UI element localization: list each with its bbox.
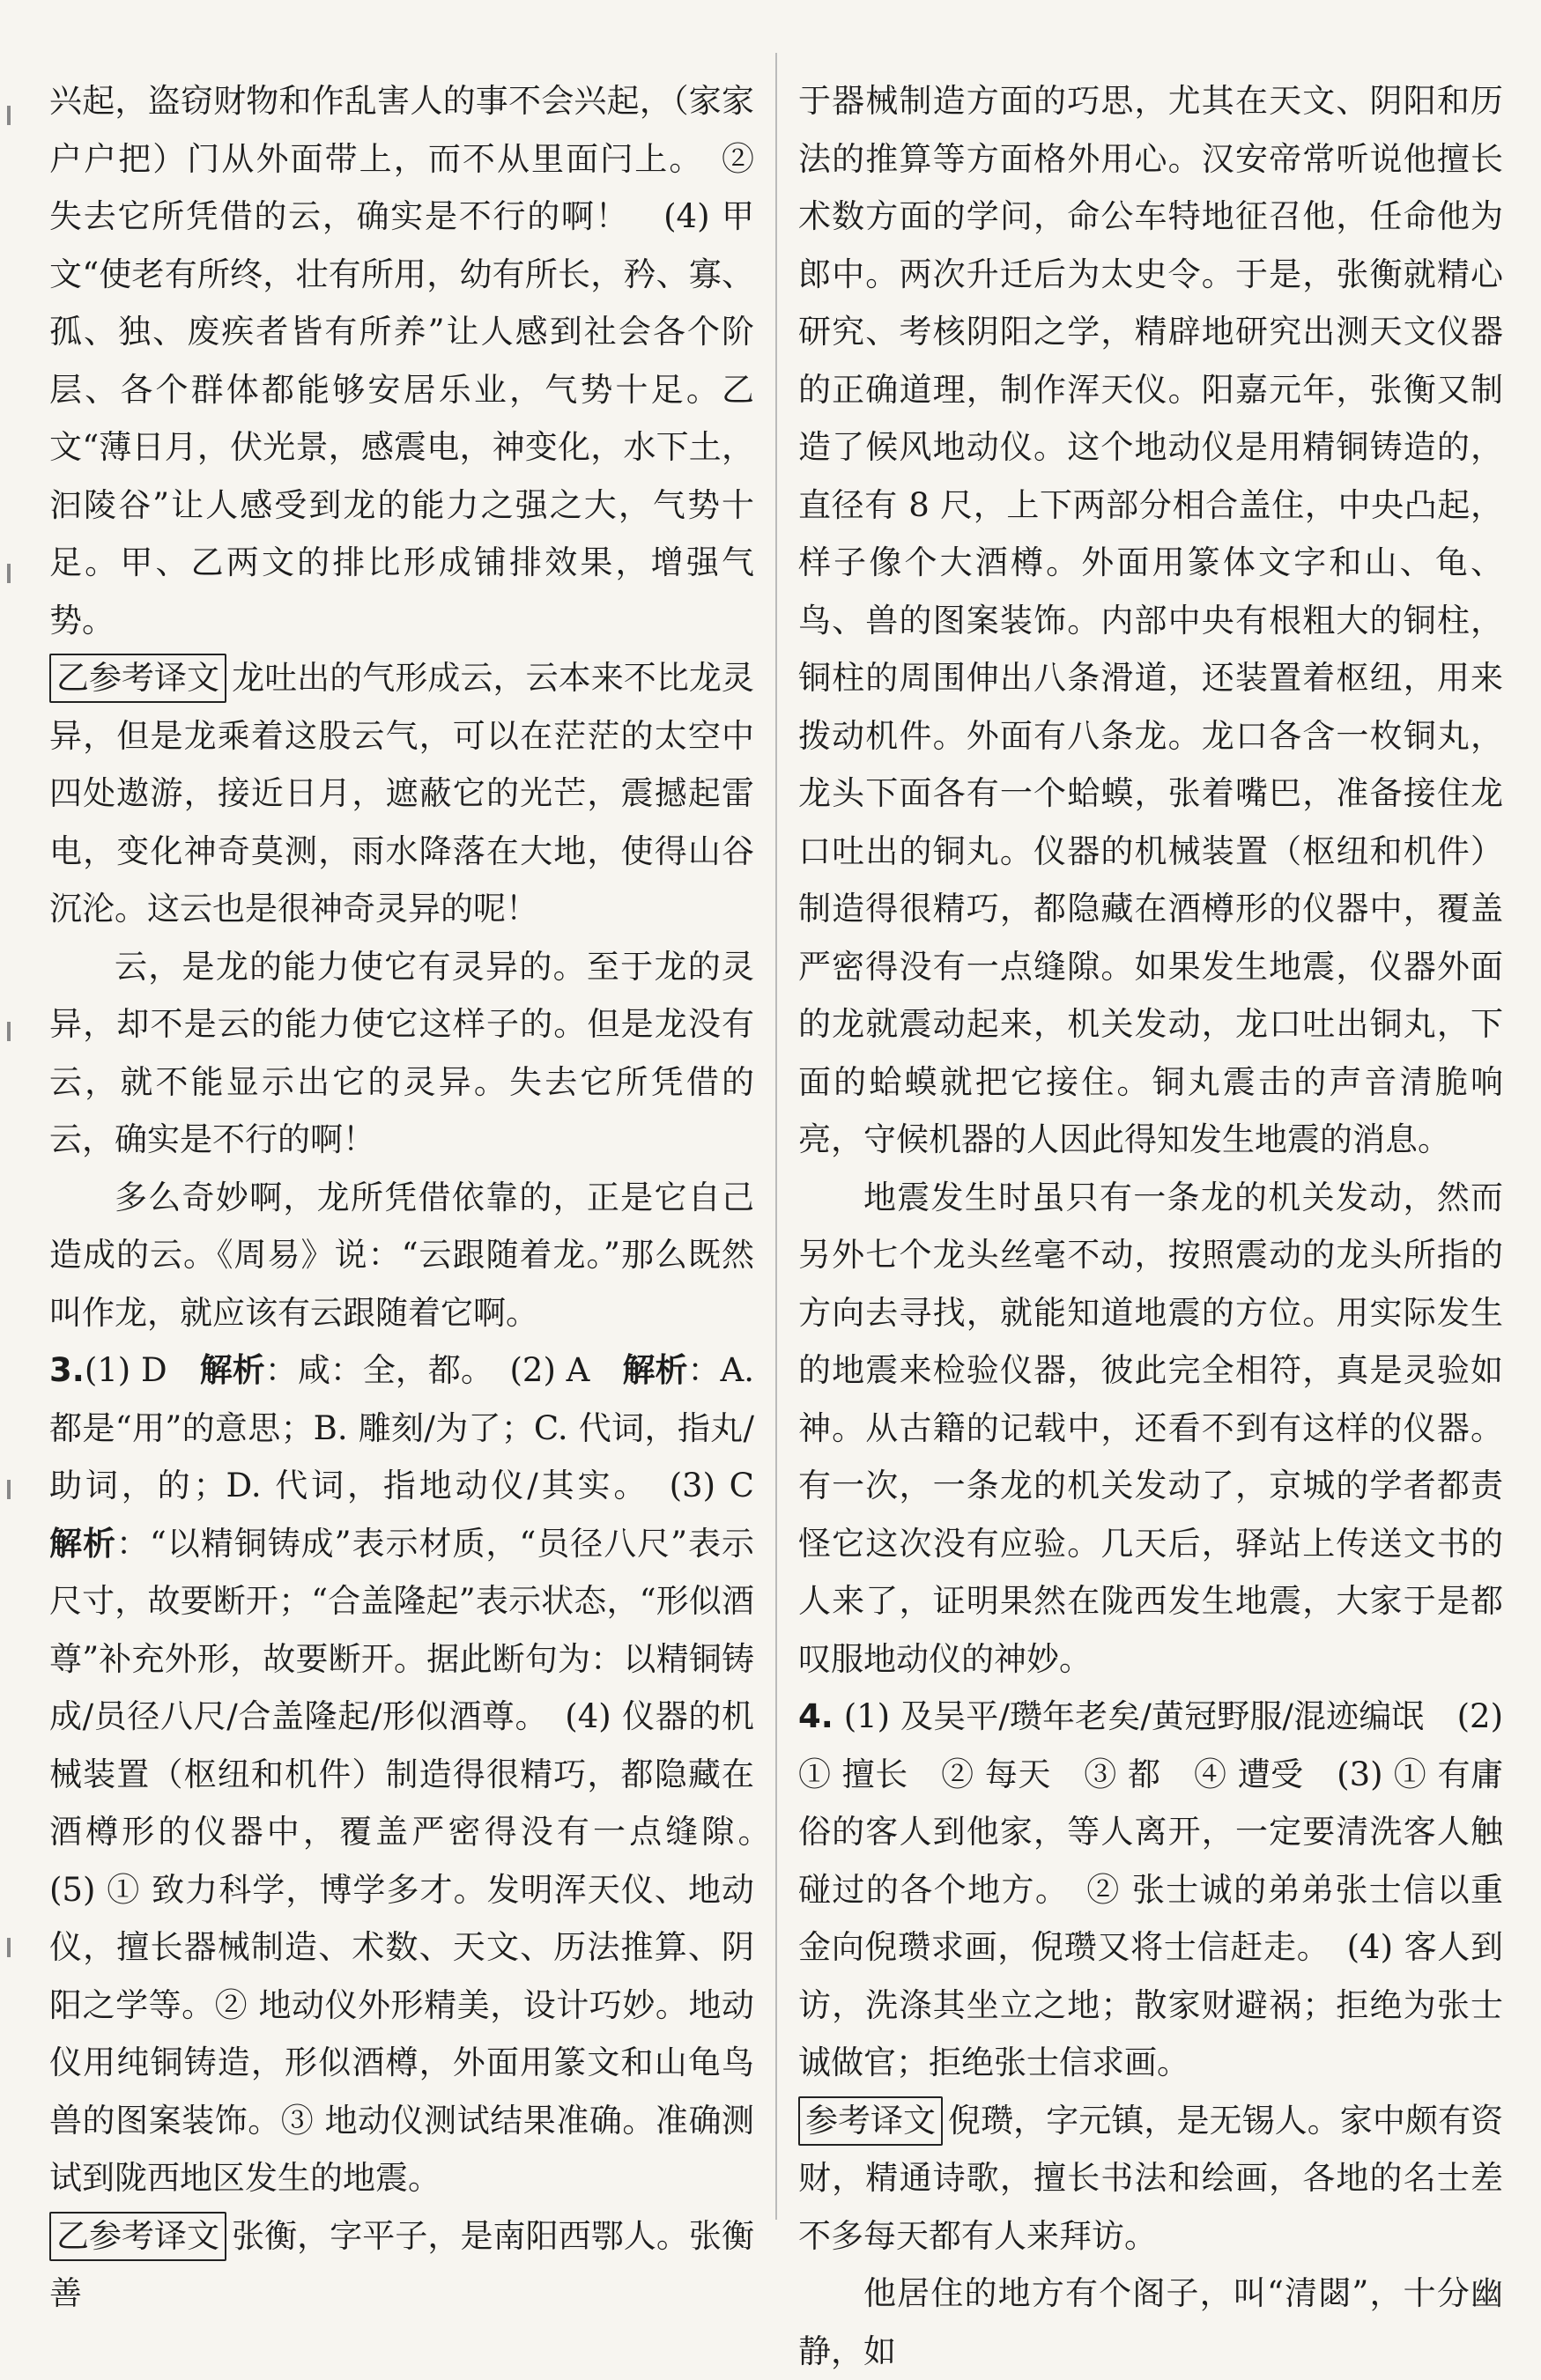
column-divider <box>775 53 777 2220</box>
right-column <box>798 72 1503 2380</box>
page-edge-mark <box>7 1022 11 1041</box>
translation-text: 倪瓒，字元镇，是无锡人。家中颇有资财，精通诗歌，擅长书法和绘画，各地的名士差不多每天都有人来拜访。 <box>798 2101 1503 2255</box>
answer-text: ：A. 都是“用”的意思；B. 雕刻/为了；C. 代词，指丸/助词，的；D. 代词，指地动仪/其实。 (3) C <box>49 1351 787 1504</box>
page-edge-mark <box>7 106 11 125</box>
translation-tag: 乙参考译文 <box>49 654 226 703</box>
translation-tag: 参考译文 <box>798 2096 943 2146</box>
translation-text: 张衡，字平子，是南阳西鄂人。张衡善 <box>49 2216 754 2312</box>
page-edge-mark <box>7 564 11 583</box>
answer-text: (1) D <box>84 1351 200 1389</box>
analysis-label: 解析 <box>49 1523 116 1563</box>
page-edge-mark <box>7 1938 11 1957</box>
translation-paragraph: 于器械制造方面的巧思，尤其在天文、阴阳和历法的推算等方面格外用心。汉安帝常听说他擅长术数方面的学问，命公车特地征召他，任命他为郎中。两次升迁后为太史令。于是，张衡就精心研究、考核阴阳之学，精辟地研究出测天文仪器的正确道理，制作浑天仪。阳嘉元年，张衡又制造了候风地动仪。这个地动仪是用精铜铸造的，直径有 8 尺，上下两部分相合盖住，中央凸起，样子像个大酒樽。外面用篆体文字和山、龟、鸟、兽的图案装饰。内部中央有根粗大的铜柱，铜柱的周围伸出八条滑道，还装置着枢纽，用来拨动机件。外面有八条龙。龙口各含一枚铜丸，龙头下面各有一个蛤蟆，张着嘴巴，准备接住龙口吐出的铜丸。仪器的机械装置（枢纽和机件）制造得很精巧，都隐藏在酒樽形的仪器中，覆盖严密得没有一点缝隙。如果发生地震，仪器外面的龙就震动起来，机关发动，龙口吐出铜丸，下面的蛤蟆就把它接住。铜丸震击的声音清脆响亮，守候机器的人因此得知发生地震的消息。 <box>798 82 1503 1158</box>
translation-text: 龙吐出的气形成云，云本来不比龙灵异，但是龙乘着这股云气，可以在茫茫的太空中四处遨游，接近日月，遮蔽它的光芒，震撼起雷电，变化神奇莫测，雨水降落在大地，使得山谷沉沦。这云也是很神奇灵异的呢！ <box>49 659 754 928</box>
translation-paragraph <box>49 2207 754 2323</box>
translation-paragraph: 云，是龙的能力使它有灵异的。至于龙的灵异，却不是云的能力使它这样子的。但是龙没有云，就不能显示出它的灵异。失去它所凭借的云，确实是不行的啊！ <box>49 947 754 1158</box>
translation-paragraph: 地震发生时虽只有一条龙的机关发动，然而另外七个龙头丝毫不动，按照震动的龙头所指的方向去寻找，就能知道地震的方位。用实际发生的地震来检验仪器，彼此完全相符，真是灵验如神。从古籍的记载中，还看不到有这样的仪器。有一次，一条龙的机关发动了，京城的学者都责怪它这次没有应验。几天后，驿站上传送文书的人来了，证明果然在陇西发生地震，大家于是都叹服地动仪的神妙。 <box>798 1178 1503 1678</box>
answer-text: ：咸：全，都。 (2) A <box>264 1351 623 1389</box>
left-column <box>49 72 787 2323</box>
analysis-label: 解析 <box>199 1350 265 1389</box>
translation-paragraph: 多么奇妙啊，龙所凭借依靠的，正是它自己造成的云。《周易》说：“云跟随着龙。”那么既然叫作龙，就应该有云跟随着它啊。 <box>49 1178 754 1332</box>
translation-paragraph <box>798 2092 1503 2265</box>
translation-paragraph: 他居住的地方有个阁子，叫“清閟”，十分幽静，如 <box>798 2274 1503 2370</box>
translation-paragraph <box>49 649 754 938</box>
question-number: 3. <box>49 1351 85 1389</box>
answer-text-q2-end: 兴起，盗窃财物和作乱害人的事不会兴起，（家家户户把）门从外面带上，而不从里面闩上。 ② 失去它所凭借的云，确实是不行的啊！ (4) 甲文“使老有所终，壮有所用，幼有所长，矜、寡、孤、独、废疾者皆有所养”让人感到社会各个阶层、各个群体都能够安居乐业，气势十足。乙文“薄日月，伏光景，感震电，神变化，水下土，汩陵谷”让人感受到龙的能力之强之大，气势十足。甲、乙两文的排比形成铺排效果，增强气势。 <box>49 82 754 639</box>
page-edge-mark <box>7 1480 11 1499</box>
answer-text: (1) 及吴平/瓒年老矣/黄冠野服/混迹编氓 (2) ① 擅长 ② 每天 ③ 都 ④ 遭受 (3) ① 有庸俗的客人到他家，等人离开，一定要清洗客人触碰过的各个地方。 ② 张士诚的弟弟张士信以重金向倪瓒求画，倪瓒又将士信赶走。 (4) 客人到访，洗涤其坐立之地；散家财避祸；拒绝为张士诚做官；拒绝张士信求画。 <box>798 1697 1504 2081</box>
analysis-label: 解析 <box>622 1350 688 1389</box>
question-number: 4. <box>798 1697 833 1735</box>
translation-tag: 乙参考译文 <box>49 2212 226 2261</box>
answer-text: ：“以精铜铸成”表示材质，“员径八尺”表示尺寸，故要断开；“合盖隆起”表示状态，“形似酒尊”补充外形，故要断开。据此断句为：以精铜铸成/员径八尺/合盖隆起/形似酒尊。 (4) 仪器的机械装置（枢纽和机件）制造得很精巧，都隐藏在酒樽形的仪器中，覆盖严密得没有一点缝隙。 (5) ① 致力科学，博学多才。发明浑天仪、地动仪，擅长器械制造、术数、天文、历法推算、阴阳之学等。② 地动仪外形精美，设计巧妙。地动仪用纯铜铸造，形似酒樽，外面用篆文和山龟鸟兽的图案装饰。③ 地动仪测试结果准确。准确测试到陇西地区发生的地震。 <box>49 1524 787 2197</box>
answer-q4 <box>798 1688 1503 2092</box>
answer-q3 <box>49 1342 787 2207</box>
